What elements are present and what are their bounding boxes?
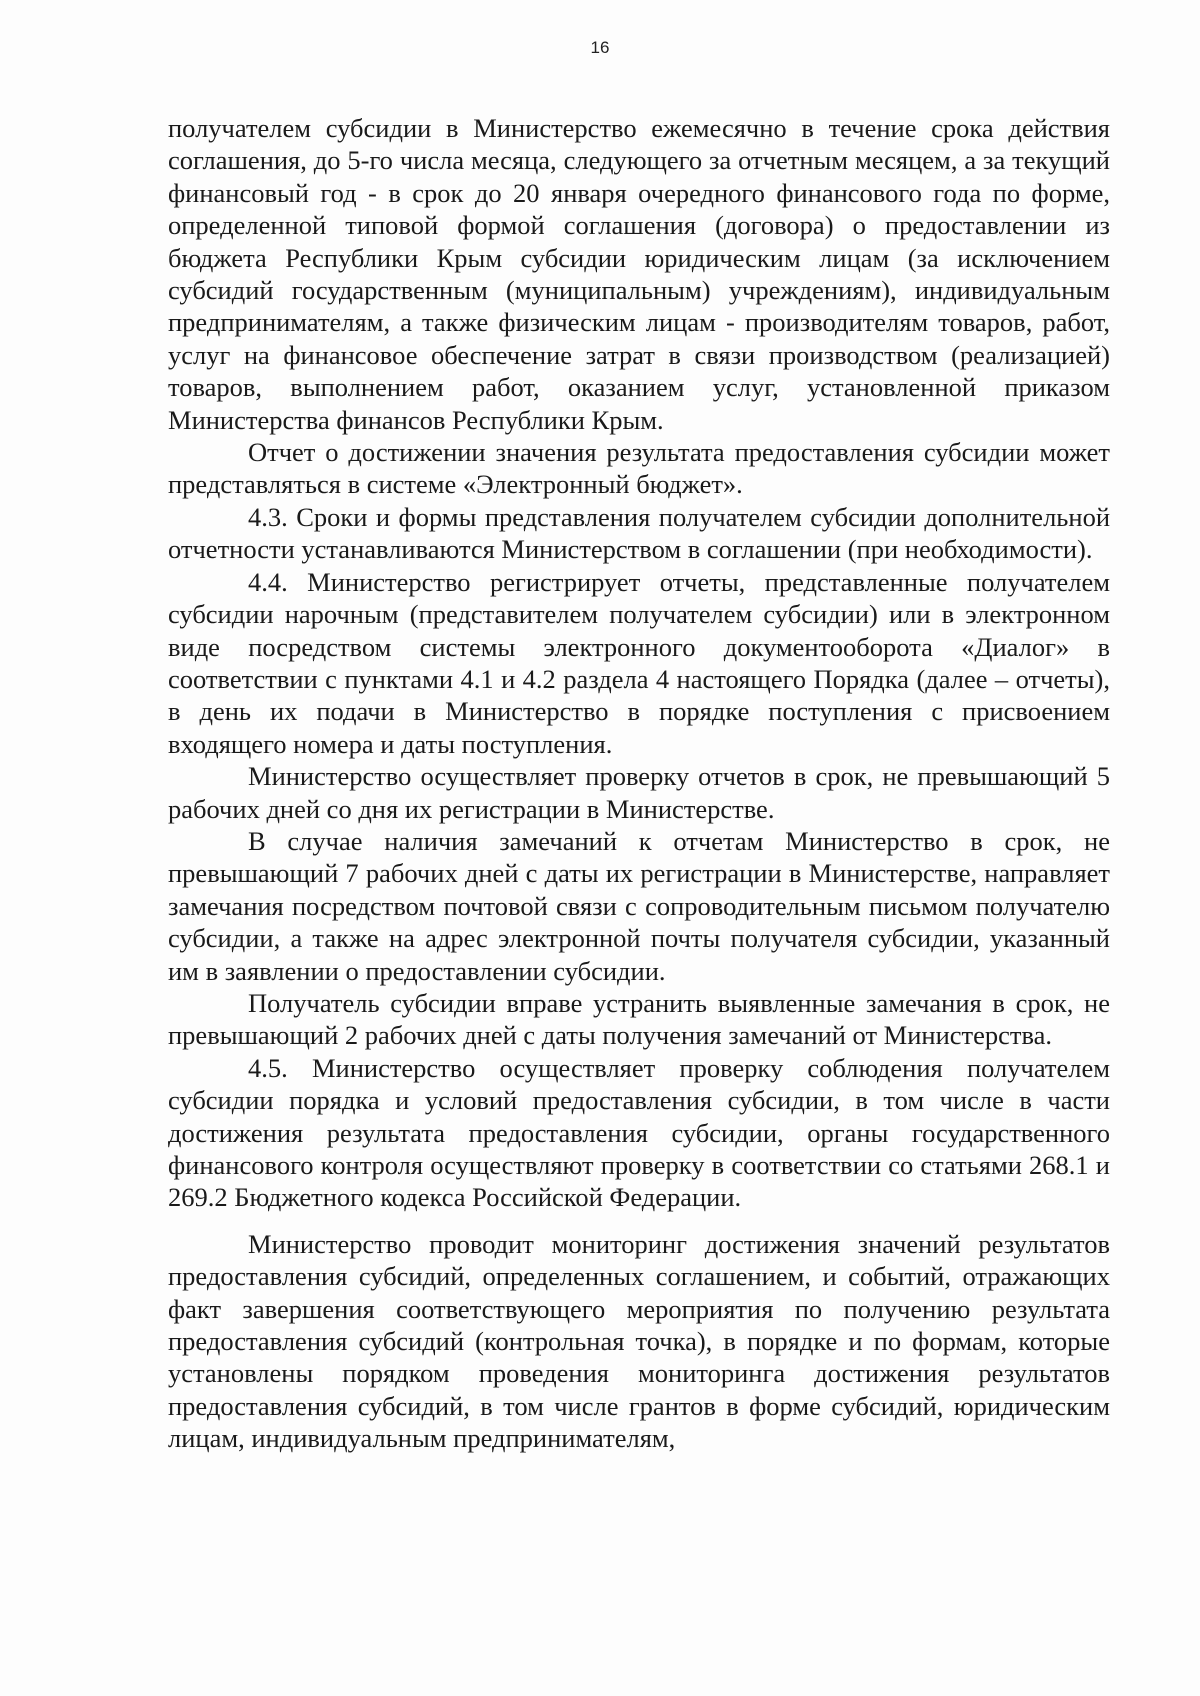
paragraph-remarks: В случае наличия замечаний к отчетам Министерство в срок, не превышающий 7 рабочих дней с даты их регистрации в Министерстве, направляет замечания посредством почтовой связи с сопроводительным письмом получателю субсидии, а также на адрес электронной почты получателя субсидии, указанный им в заявлении о предоставлении субсидии. (168, 825, 1110, 986)
paragraph-clause-4-4: 4.4. Министерство регистрирует отчеты, представленные получателем субсидии нарочным (представителем получателем субсидии) или в электронном виде посредством системы электронного документооборота «Диалог» в соответствии с пунктами 4.1 и 4.2 раздела 4 настоящего Порядка (далее – отчеты), в день их подачи в Министерство в порядке поступления с присвоением входящего номера и даты поступления. (168, 566, 1110, 759)
paragraph-continuation: получателем субсидии в Министерство ежемесячно в течение срока действия соглашения, до 5-го числа месяца, следующего за отчетным месяцем, а за текущий финансовый год - в срок до 20 января очередного финансового года по форме, определенной типовой формой соглашения (договора) о предоставлении из бюджета Республики Крым субсидии юридическим лицам (за исключением субсидий государственным (муниципальным) учреждениям), индивидуальным предпринимателям, а также физическим лицам - производителям товаров, работ, услуг на финансовое обеспечение затрат в связи производством (реализацией) товаров, выполнением работ, оказанием услуг, установленной приказом Министерства финансов Республики Крым. (168, 113, 1110, 435)
paragraph-clause-4-3: 4.3. Сроки и формы представления получателем субсидии дополнительной отчетности устанавливаются Министерством в соглашении (при необходимости). (168, 501, 1110, 565)
paragraph-ministry-check: Министерство осуществляет проверку отчетов в срок, не превышающий 5 рабочих дней со дня их регистрации в Министерстве. (168, 761, 1110, 824)
paragraph-report-electronic: Отчет о достижении значения результата предоставления субсидии может представляться в системе «Электронный бюджет». (168, 437, 1110, 500)
paragraph-monitoring: Министерство проводит мониторинг достижения значений результатов предоставления субсидий, определенных соглашением, и событий, отражающих факт завершения соответствующего мероприятия по получению результата предоставления субсидий (контрольная точка), в порядке и по формам, которые установлены порядком проведения мониторинга достижения результатов предоставления субсидий, в том числе грантов в форме субсидий, юридическим лицам, индивидуальным предпринимателям, (168, 1228, 1110, 1454)
document-body (168, 112, 1110, 1455)
paragraph-recipient-fix: Получатель субсидии вправе устранить выявленные замечания в срок, не превышающий 2 рабочих дней с даты получения замечаний от Министерства. (168, 987, 1110, 1051)
paragraph-clause-4-5: 4.5. Министерство осуществляет проверку соблюдения получателем субсидии порядка и условий предоставления субсидии, в том числе в части достижения результата предоставления субсидии, органы государственного финансового контроля осуществляют проверку в соответствии со статьями 268.1 и 269.2 Бюджетного кодекса Российской Федерации. (168, 1052, 1110, 1213)
page-number: 16 (590, 38, 610, 57)
